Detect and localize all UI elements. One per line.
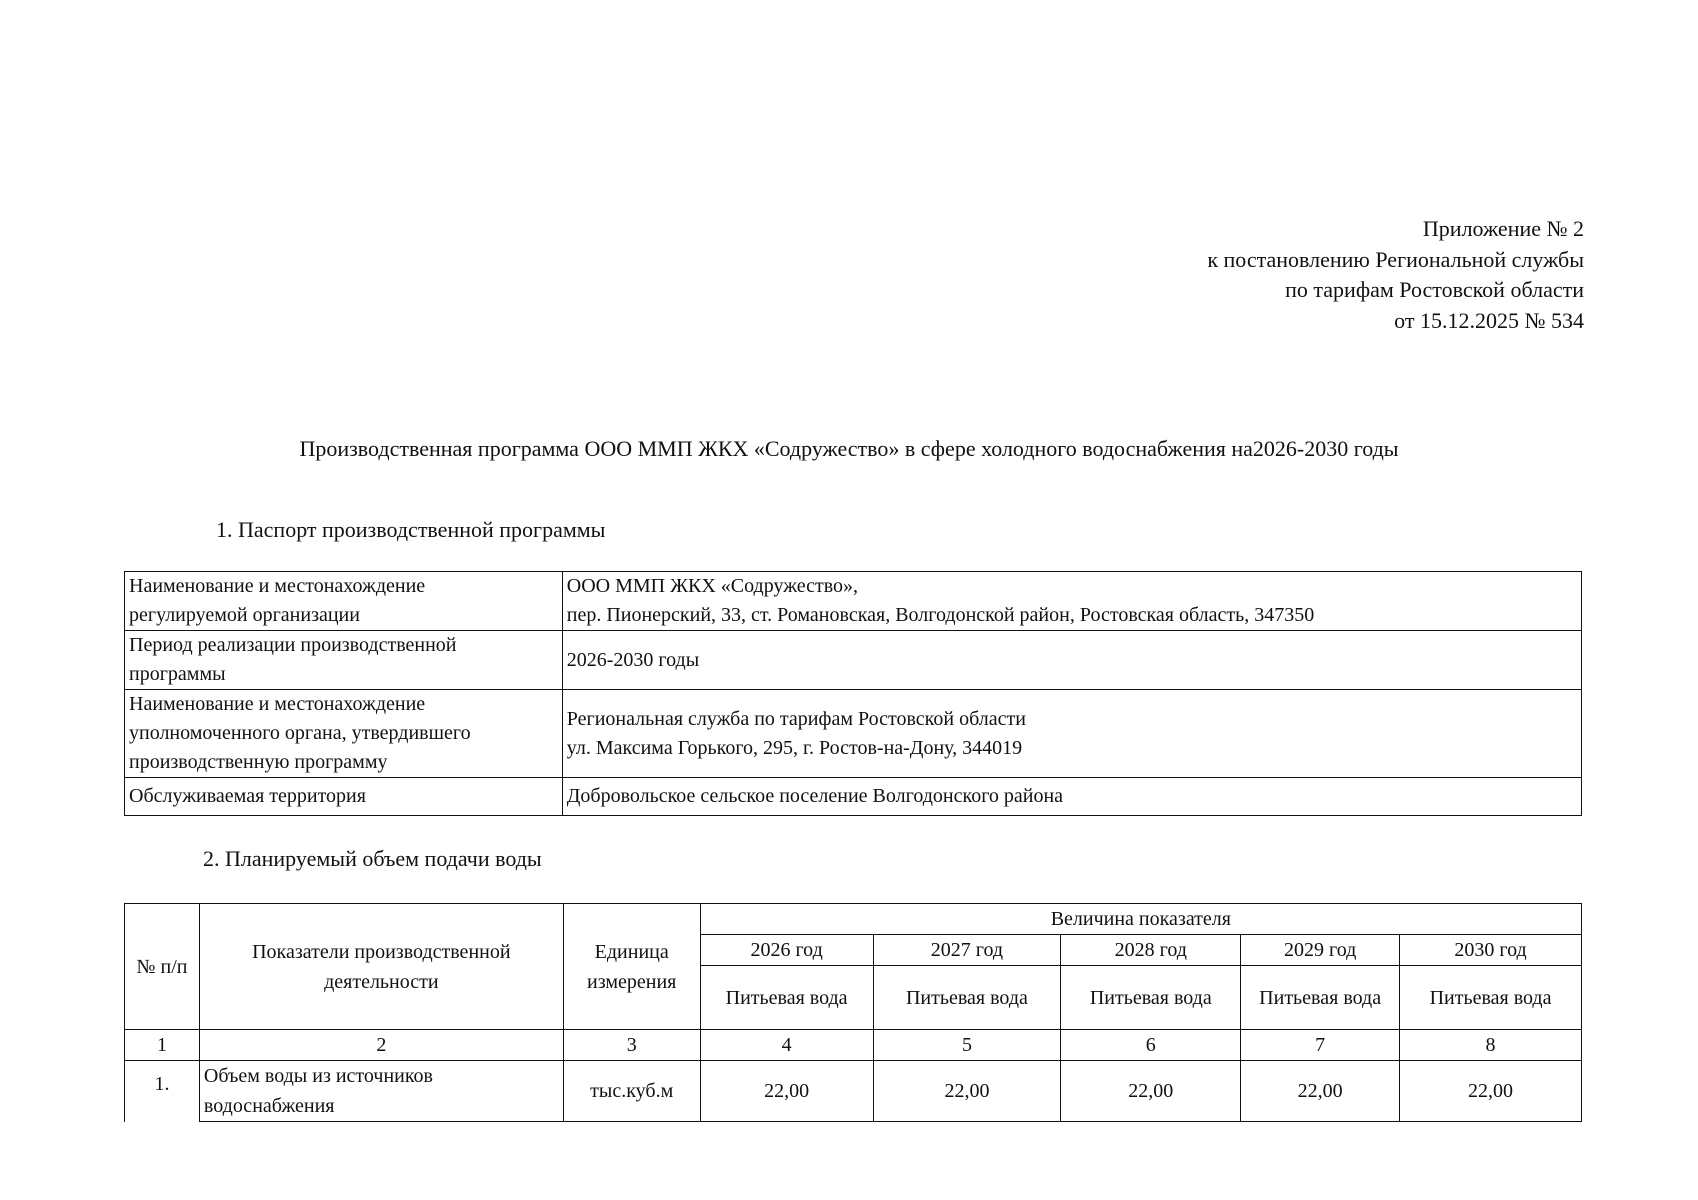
row-value: 22,00: [873, 1061, 1061, 1122]
header-line: Показатели производственной: [252, 940, 511, 963]
appendix-line: Приложение № 2: [1422, 216, 1584, 241]
header-water-type: Питьевая вода: [700, 966, 873, 1030]
value-line: Добровольское сельское поселение Волгодонского района: [566, 785, 1064, 807]
value-line: Региональная служба по тарифам Ростовской области: [566, 707, 1026, 730]
value-line: ул. Максима Горького, 295, г. Ростов-на-Дону, 344019: [566, 736, 1023, 759]
row-unit: тыс.куб.м: [563, 1061, 700, 1122]
value-line: 2026-2030 годы: [566, 648, 700, 671]
label-line: Период реализации производственной: [129, 634, 457, 656]
header-num: № п/п: [125, 904, 200, 1030]
column-number: 2: [199, 1030, 563, 1061]
appendix-line: по тарифам Ростовской области: [1285, 277, 1584, 302]
value-line: ООО ММП ЖКХ «Содружество»,: [566, 575, 859, 597]
indicator-line: водоснабжения: [203, 1095, 335, 1117]
section-2-heading: 2. Планируемый объем подачи воды: [203, 846, 542, 871]
label-line: регулируемой организации: [129, 604, 360, 626]
column-number: 6: [1061, 1030, 1241, 1061]
header-value-group: Величина показателя: [700, 904, 1581, 935]
header-year: 2028 год: [1061, 935, 1241, 966]
table-row: [125, 1061, 1582, 1122]
indicator-line: Объем воды из источников: [203, 1065, 433, 1087]
column-number: 5: [873, 1030, 1061, 1061]
header-unit: [563, 904, 700, 1030]
header-year: 2030 год: [1400, 935, 1582, 966]
passport-table: [124, 571, 1582, 816]
document-title: Производственная программа ООО ММП ЖКХ «Содружество» в сфере холодного водоснабжения на2026-2030 годы: [299, 436, 1399, 461]
passport-row: [125, 631, 1582, 690]
passport-label: [125, 690, 563, 778]
passport-label: [125, 778, 563, 816]
header-year: 2027 год: [873, 935, 1061, 966]
row-value: 22,00: [1400, 1061, 1582, 1122]
passport-value: [562, 631, 1581, 690]
row-value: 22,00: [1241, 1061, 1400, 1122]
row-value: 22,00: [700, 1061, 873, 1122]
column-number-row: [125, 1030, 1582, 1061]
row-number: 1.: [125, 1061, 200, 1122]
value-line: пер. Пионерский, 33, ст. Романовская, Волгодонской район, Ростовская область, 347350: [566, 604, 1315, 626]
column-number: 1: [125, 1030, 200, 1061]
passport-value: [562, 778, 1581, 816]
passport-value: [562, 572, 1581, 631]
header-water-type: Питьевая вода: [1400, 966, 1582, 1030]
label-line: программы: [129, 663, 226, 685]
row-indicator: [199, 1061, 563, 1122]
column-number: 3: [563, 1030, 700, 1061]
passport-value: [562, 690, 1581, 778]
label-line: Наименование и местонахождение: [129, 575, 426, 597]
column-number: 4: [700, 1030, 873, 1061]
header-line: деятельности: [324, 970, 439, 993]
water-volume-table: [124, 903, 1582, 1122]
appendix-line: к постановлению Региональной службы: [1207, 246, 1584, 272]
row-value: 22,00: [1061, 1061, 1241, 1122]
section-1-heading: 1. Паспорт производственной программы: [216, 517, 606, 542]
header-line: Единица: [594, 940, 669, 963]
header-year: 2029 год: [1241, 935, 1400, 966]
appendix-line: от 15.12.2025 № 534: [1394, 307, 1584, 333]
passport-row: [125, 778, 1582, 816]
header-row: [125, 904, 1582, 935]
label-line: уполномоченного органа, утвердившего: [129, 722, 471, 744]
header-indicator: [199, 904, 563, 1030]
passport-label: [125, 572, 563, 631]
header-water-type: Питьевая вода: [1061, 966, 1241, 1030]
header-water-type: Питьевая вода: [873, 966, 1061, 1030]
passport-label: [125, 631, 563, 690]
header-year: 2026 год: [700, 935, 873, 966]
header-line: измерения: [587, 970, 677, 993]
header-water-type: Питьевая вода: [1241, 966, 1400, 1030]
passport-row: [125, 572, 1582, 631]
passport-row: [125, 690, 1582, 778]
appendix-block: [1207, 214, 1584, 336]
column-number: 7: [1241, 1030, 1400, 1061]
label-line: производственную программу: [129, 751, 388, 773]
label-line: Наименование и местонахождение: [129, 693, 426, 715]
label-line: Обслуживаемая территория: [129, 785, 366, 807]
column-number: 8: [1400, 1030, 1582, 1061]
